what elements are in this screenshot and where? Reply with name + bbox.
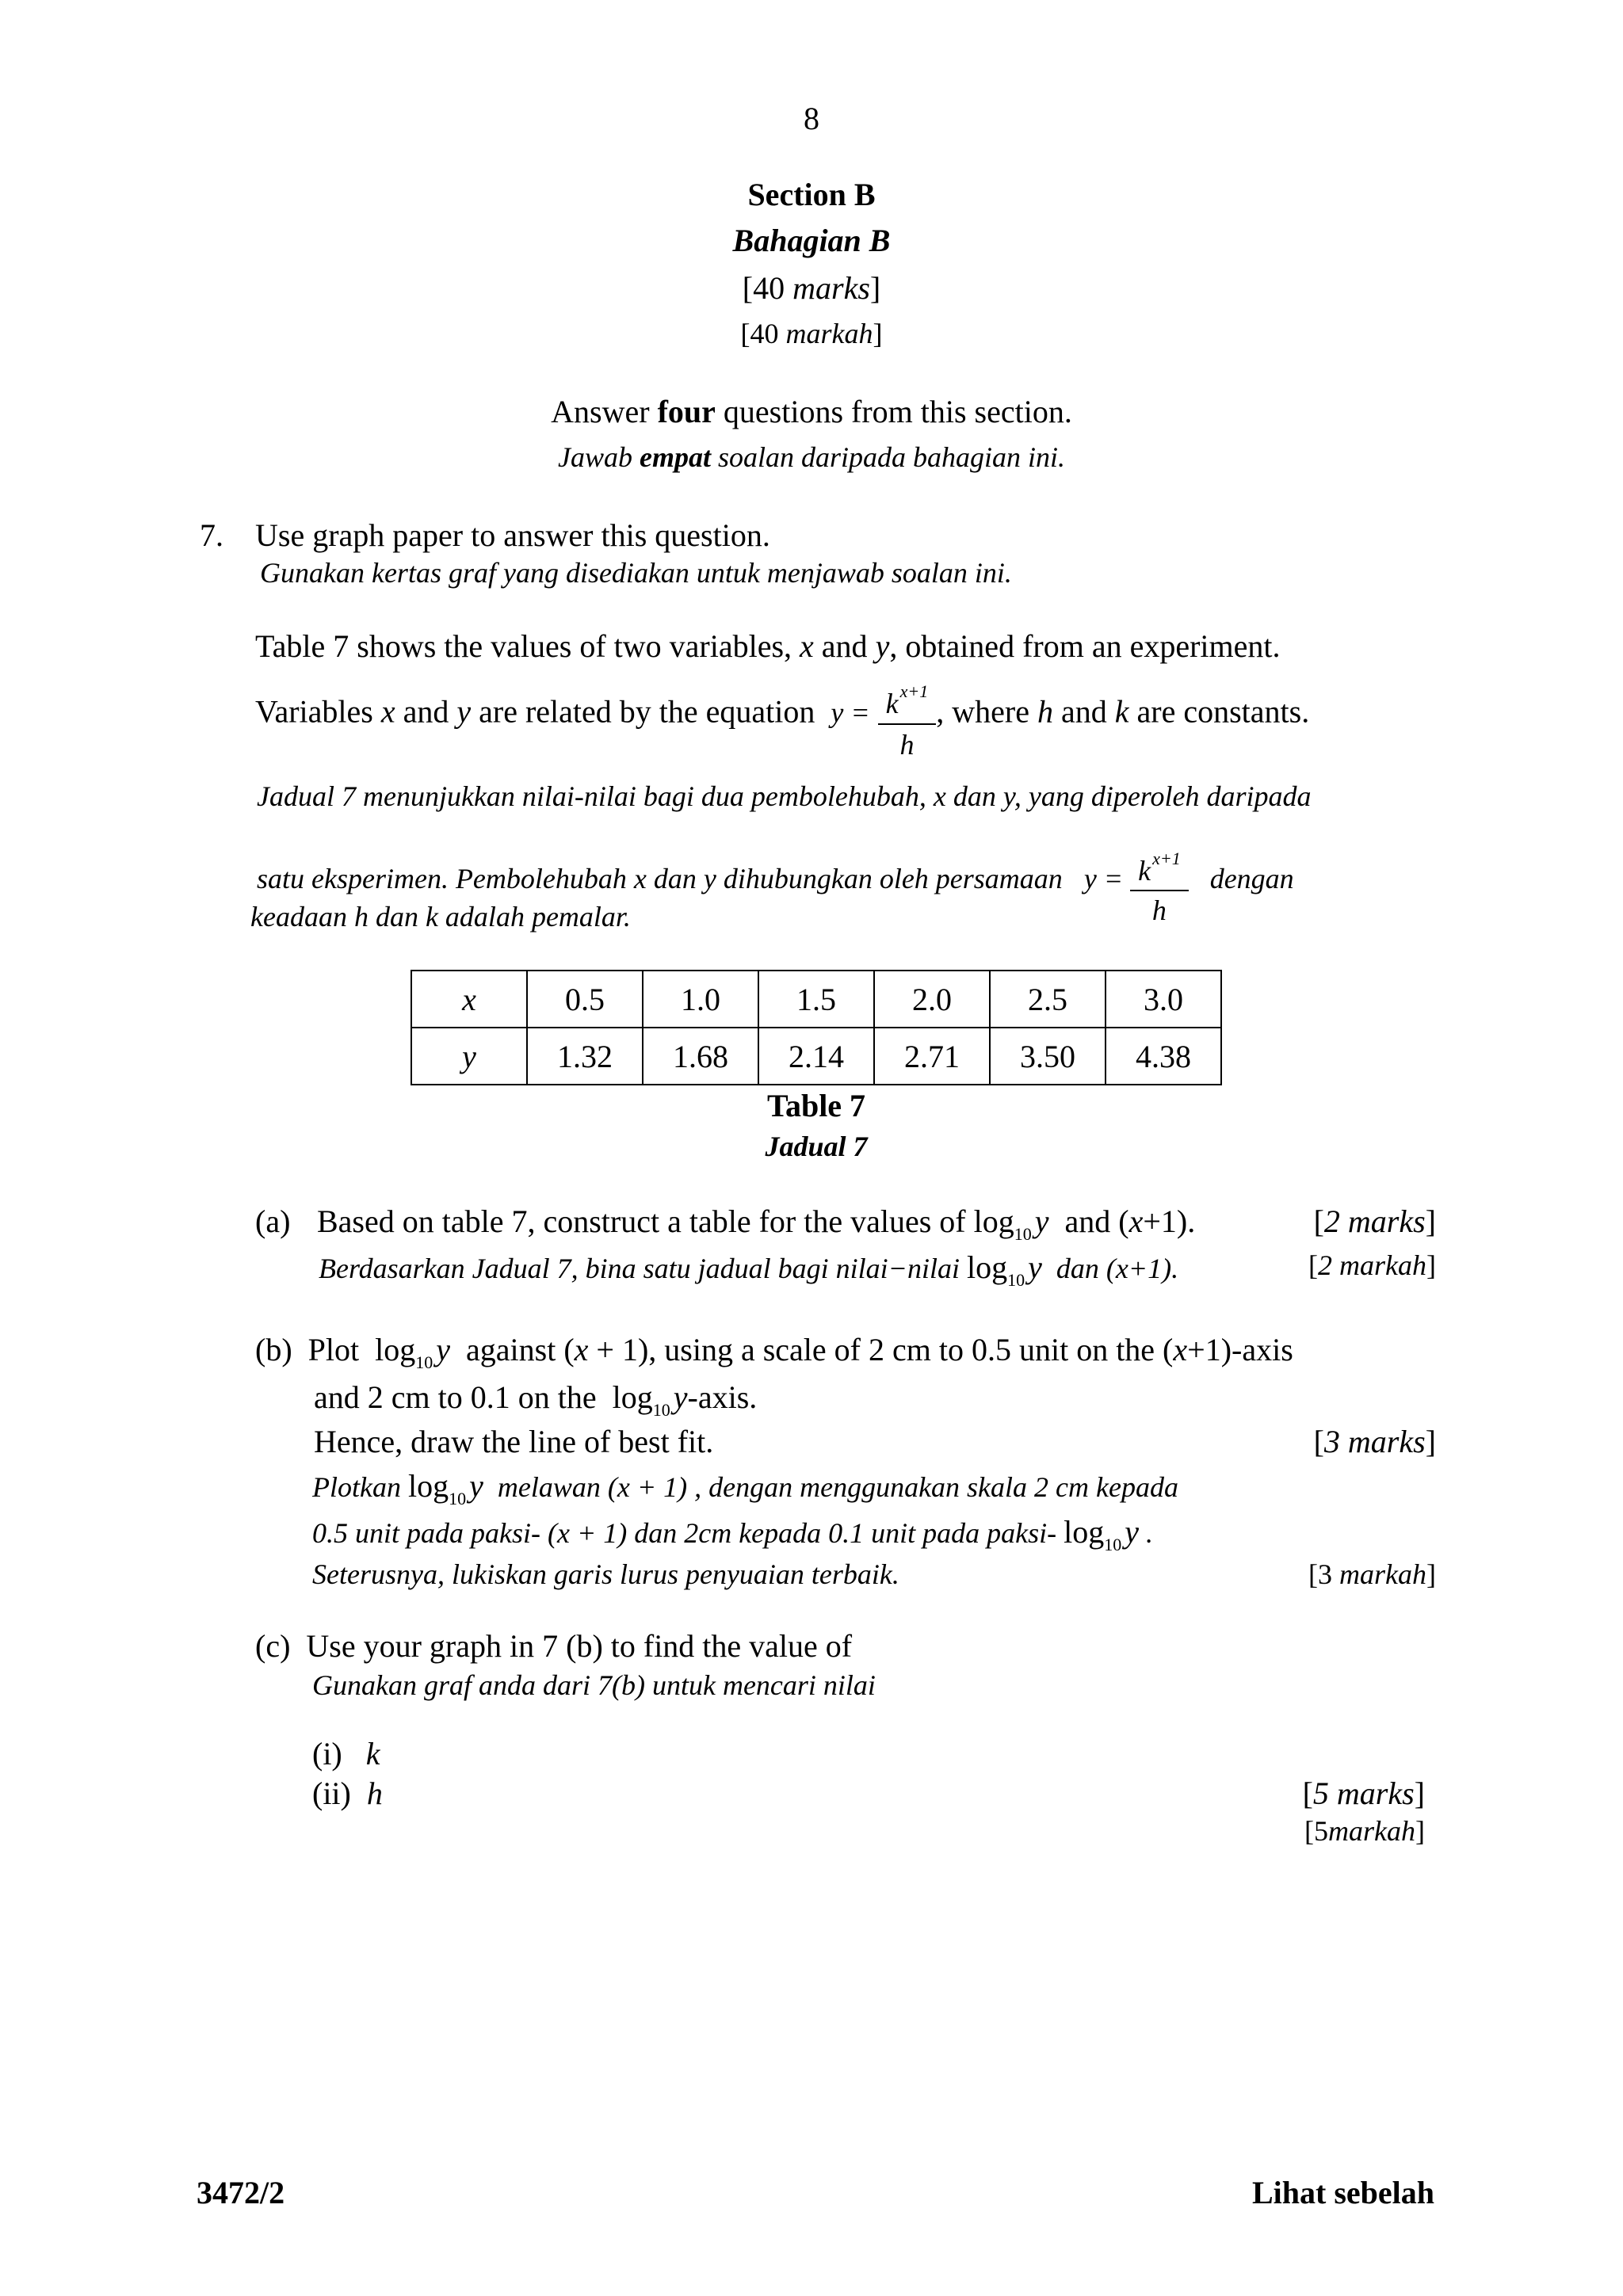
table-cell: 3.50 bbox=[990, 1028, 1106, 1085]
table-cell: 3.0 bbox=[1106, 971, 1221, 1028]
part-c-sub-ii: (ii) h bbox=[312, 1775, 383, 1811]
table-cell: 0.5 bbox=[527, 971, 643, 1028]
instruction-en: Answer four questions from this section. bbox=[551, 394, 1072, 429]
part-c-sub-i: (i) k bbox=[312, 1736, 380, 1772]
section-title-en: Section B bbox=[747, 177, 876, 212]
equation-fraction-ms: $\frac{k^{x+1}}{h}$ bbox=[1130, 841, 1189, 928]
data-table bbox=[411, 970, 1222, 1085]
table-header-x: x bbox=[411, 971, 527, 1028]
table-caption-en: Table 7 bbox=[766, 1088, 866, 1123]
question-line1-ms: Gunakan kertas graf yang disediakan untuk menjawab soalan ini. bbox=[260, 557, 1012, 589]
part-b-line3: Hence, draw the line of best fit. bbox=[314, 1424, 714, 1459]
table-cell: 2.71 bbox=[874, 1028, 990, 1085]
part-b-line2: and 2 cm to 0.1 on the $\log_{10}$ y-axis. bbox=[314, 1379, 758, 1420]
table-caption-ms: Jadual 7 bbox=[765, 1131, 868, 1162]
part-a-marks-en: [2 marks] bbox=[1313, 1203, 1436, 1239]
question-line1-en: Use graph paper to answer this question. bbox=[255, 517, 770, 553]
part-b-ms-3: Seterusnya, lukiskan garis lurus penyuaian terbaik. bbox=[312, 1558, 899, 1590]
table-cell: 2.0 bbox=[874, 971, 990, 1028]
table-cell: 1.68 bbox=[643, 1028, 758, 1085]
question-number: 7. bbox=[200, 517, 223, 553]
part-c-ms: Gunakan graf anda dari 7(b) untuk mencari nilai bbox=[312, 1669, 876, 1701]
table-cell: 1.0 bbox=[643, 971, 758, 1028]
part-c-line1: (c) Use your graph in 7 (b) to find the value of bbox=[255, 1628, 853, 1664]
section-marks-ms: [40 markah] bbox=[740, 318, 883, 349]
log-expression: $\log_{10} y$ bbox=[973, 1203, 1049, 1244]
part-a-marks-ms: [2 markah] bbox=[1308, 1249, 1436, 1281]
footer-code: 3472/2 bbox=[197, 2175, 285, 2210]
table-row-y bbox=[411, 1028, 1221, 1085]
part-b-line1: (b) Plot $\log_{10} y$ against (x + 1), using a scale of 2 cm to 0.5 unit on the (x+1)-axis bbox=[255, 1332, 1293, 1372]
part-a-ms: Berdasarkan Jadual 7, bina satu jadual bagi nilai−nilai $\log_{10} y$ dan (x+1). bbox=[319, 1249, 1179, 1290]
equation-lhs: y = bbox=[831, 696, 870, 729]
table-header-y: y bbox=[411, 1028, 527, 1085]
table-cell: 2.14 bbox=[758, 1028, 874, 1085]
part-c-marks-en: [5 marks] bbox=[1302, 1775, 1425, 1811]
part-b-marks-en: [3 marks] bbox=[1313, 1424, 1436, 1459]
part-b-marks-ms: [3 markah] bbox=[1308, 1558, 1436, 1590]
page-number: 8 bbox=[804, 101, 819, 136]
question-intro-en: Table 7 shows the values of two variables, x and y, obtained from an experiment. bbox=[255, 628, 1281, 664]
question-intro-ms-1: Jadual 7 menunjukkan nilai-nilai bagi dua pembolehubah, x dan y, yang diperoleh daripada bbox=[257, 780, 1312, 812]
instruction-ms: Jawab empat soalan daripada bahagian ini. bbox=[557, 441, 1065, 473]
part-c-marks-ms: [5markah] bbox=[1304, 1815, 1425, 1847]
part-b-ms-2: 0.5 unit pada paksi- (x + 1) dan 2cm kepada 0.1 unit pada paksi- $\log_{10} y$ . bbox=[312, 1514, 1154, 1554]
equation-fraction: $\frac{k^{x+1}}{h}$ bbox=[878, 673, 937, 763]
part-b-ms-1: Plotkan $\log_{10} y$ melawan (x + 1) , dengan menggunakan skala 2 cm kepada bbox=[312, 1468, 1178, 1508]
table-cell: 2.5 bbox=[990, 971, 1106, 1028]
question-relation-en: Variables x and y are related by the equation y = $\frac{k^{x+1}}{h}$ , where h and k are constants. bbox=[255, 670, 1309, 760]
question-intro-ms-2: satu eksperimen. Pembolehubah x dan y dihubungkan oleh persamaan y = $\frac{k^{x+1}}{h}$ dengan bbox=[257, 838, 1294, 925]
table-row-x bbox=[411, 971, 1221, 1028]
table-cell: 1.5 bbox=[758, 971, 874, 1028]
question-intro-ms-3: keadaan h dan k adalah pemalar. bbox=[250, 901, 631, 933]
section-marks-en: [40 marks] bbox=[742, 270, 881, 306]
part-a-en: Based on table 7, construct a table for the values of $\log_{10} y$ and (x+1). bbox=[317, 1203, 1196, 1244]
part-a-label: (a) bbox=[255, 1203, 291, 1239]
table-cell: 1.32 bbox=[527, 1028, 643, 1085]
section-title-ms: Bahagian B bbox=[732, 223, 891, 258]
footer-next-page: Lihat sebelah bbox=[1251, 2175, 1434, 2210]
table-cell: 4.38 bbox=[1106, 1028, 1221, 1085]
